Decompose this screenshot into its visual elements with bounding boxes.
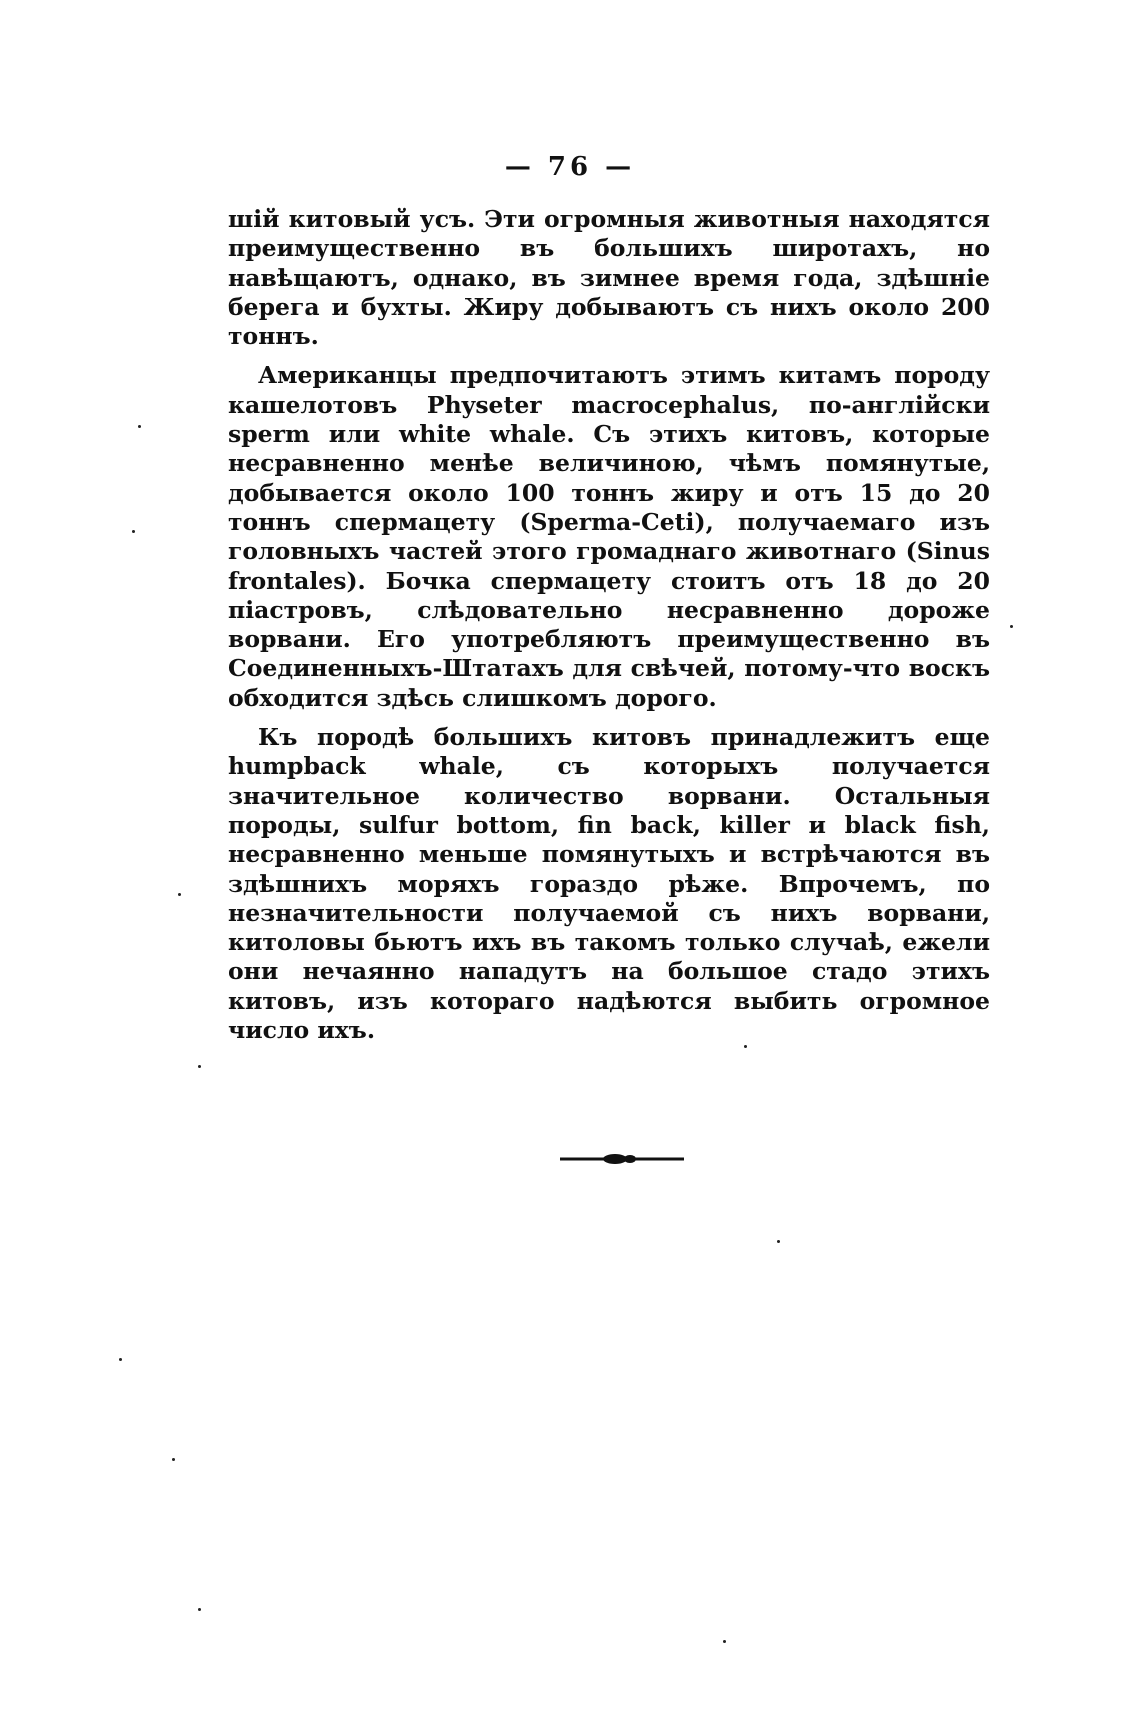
body-text bbox=[228, 205, 990, 1045]
scan-speck bbox=[172, 1458, 175, 1461]
scan-speck bbox=[1010, 625, 1013, 628]
scan-speck bbox=[744, 1045, 747, 1048]
scan-speck bbox=[723, 1640, 726, 1643]
paragraph-1: шій китовый усъ. Эти огромныя животныя находятся преимущественно въ большихъ широтахъ, но навѣщаютъ, однако, въ зимнее время года, здѣшніе берега и бухты. Жиру добываютъ съ нихъ около 200 тоннъ. bbox=[228, 205, 990, 351]
scan-speck bbox=[138, 425, 141, 428]
scan-speck bbox=[198, 1065, 201, 1068]
scan-speck bbox=[178, 893, 181, 896]
scan-speck bbox=[198, 1608, 201, 1611]
decorative-rule-ornament-icon bbox=[560, 1152, 684, 1166]
scan-speck bbox=[132, 530, 135, 533]
paragraph-3: Къ породѣ большихъ китовъ принадлежитъ еще humpback whale, съ которыхъ получается значительное количество ворвани. Остальныя породы, sulfur bottom, fin back, killer и black fish, несравненно меньше помянутыхъ и встрѣчаются въ здѣшнихъ моряхъ гораздо рѣже. Впрочемъ, по незначительности получаемой съ нихъ ворвани, китоловы бьютъ ихъ въ такомъ только случаѣ, ежели они нечаянно нападутъ на большое стадо этихъ китовъ, изъ котораго надѣются выбить огромное число ихъ. bbox=[228, 723, 990, 1045]
paragraph-2: Американцы предпочитаютъ этимъ китамъ породу кашелотовъ Physeter macrocephalus, по-англійски sperm или white whale. Съ этихъ китовъ, которые несравненно менѣе величиною, чѣмъ помянутые, добывается около 100 тоннъ жиру и отъ 15 до 20 тоннъ спермацету (Sperma-Ceti), получаемаго изъ головныхъ частей этого громаднаго животнаго (Sinus frontales). Бочка спермацету стоитъ отъ 18 до 20 піастровъ, слѣдовательно несравненно дороже ворвани. Его употребляютъ преимущественно въ Соединенныхъ-Штатахъ для свѣчей, потому-что воскъ обходится здѣсь слишкомъ дорого. bbox=[228, 361, 990, 712]
scan-speck bbox=[777, 1240, 780, 1243]
page-number: — 76 — bbox=[504, 152, 636, 182]
scan-speck bbox=[119, 1358, 122, 1361]
